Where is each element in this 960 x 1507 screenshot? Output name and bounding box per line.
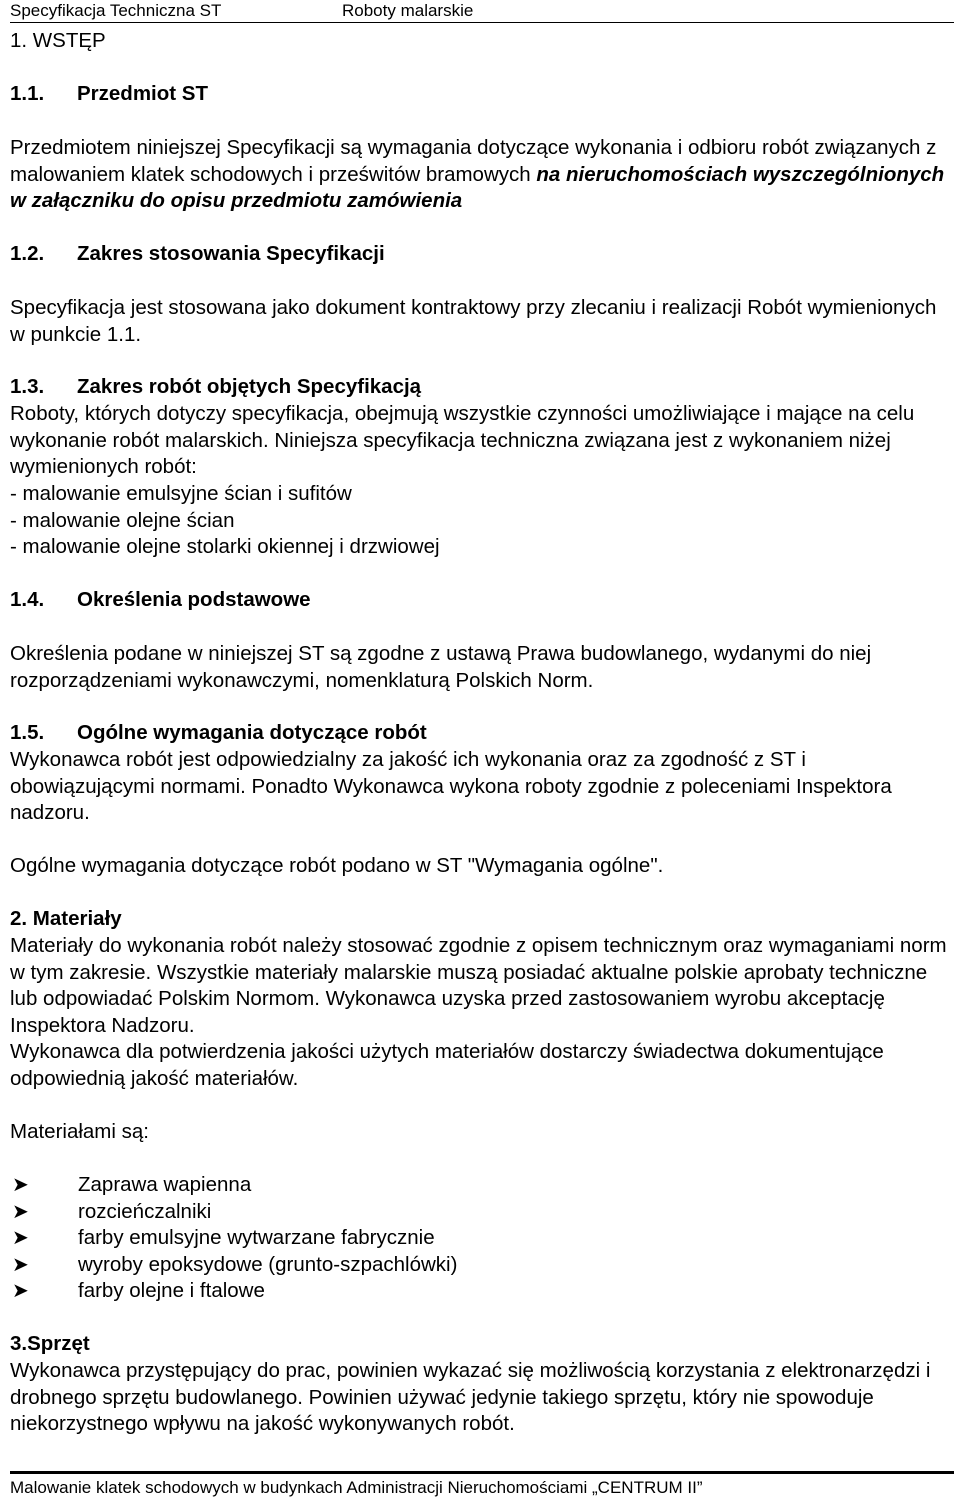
material-label: farby olejne i ftalowe: [78, 1279, 265, 1302]
page-header: [10, 1, 954, 23]
list-item: [10, 1199, 950, 1226]
section-1-3-list: [10, 481, 950, 561]
material-label: wyroby epoksydowe (grunto-szpachlówki): [78, 1252, 458, 1276]
section-1-2-body: Specyfikacja jest stosowana jako dokument kontraktowy przy zlecaniu i realizacji Robót wymienionych w punkcie 1.1.: [10, 296, 937, 346]
header-right: Roboty malarskie: [342, 1, 474, 20]
list-item: [10, 1172, 950, 1199]
section-1-1-body-plain: Przedmiotem niniejszej Specyfikacji są wymagania dotyczące wykonania i odbioru robót związanych z malowaniem klatek schodowych i prześwitów bramowych: [10, 136, 937, 186]
section-1-5-body: Wykonawca robót jest odpowiedzialny za jakość ich wykonania oraz za zgodność z ST i obowiązującymi normami. Ponadto Wykonawca wykona roboty zgodnie z poleceniami Inspektora nadzoru.: [10, 748, 892, 824]
section-1-4-heading: [10, 587, 950, 614]
page-footer: [10, 1471, 954, 1507]
material-label: Zaprawa wapienna: [78, 1173, 252, 1196]
arrow-bullet-icon: ➤: [12, 1200, 29, 1223]
section-1-4-number: 1.4.: [10, 588, 45, 611]
section-1-5-heading: [10, 720, 950, 747]
section-1-3-body: Roboty, których dotyczy specyfikacja, obejmują wszystkie czynności umożliwiające i mające na celu wykonanie robót malarskich. Niniejsza specyfikacja techniczna związana jest z wykonaniem niżej wymienionych robót:: [10, 402, 915, 478]
list-item: [10, 1252, 950, 1279]
section-1-3-number: 1.3.: [10, 375, 45, 398]
material-label: rozcieńczalniki: [78, 1199, 212, 1223]
section-2-body: Materiały do wykonania robót należy stosować zgodnie z opisem technicznym oraz wymaganiami norm w tym zakresie. Wszystkie materiały malarskie muszą posiadać aktualne polskie aprobaty techniczne lub odpowiadać Polskim Normom. Wykonawca uzyska przed zastosowaniem wyrobu akceptację Inspektora Nadzoru.: [10, 934, 947, 1037]
section-3-body: Wykonawca przystępujący do prac, powinien wykazać się możliwością korzystania z elektronarzędzi i drobnego sprzętu budowlanego. Powinien używać jedynie takiego sprzętu, który nie spowoduje niekorzystnego wpływu na jakość wykonywanych robót.: [10, 1359, 931, 1435]
materials-list: [10, 1172, 950, 1305]
section-1-3-title: Zakres robót objętych Specyfikacją: [77, 375, 422, 398]
section-2-title: 2. Materiały: [10, 907, 122, 930]
section-3-title: 3.Sprzęt: [10, 1332, 90, 1355]
list-item: - malowanie emulsyjne ścian i sufitów: [10, 482, 352, 505]
arrow-bullet-icon: ➤: [12, 1227, 29, 1249]
section-1-2-heading: [10, 241, 950, 268]
header-left: Specyfikacja Techniczna ST: [10, 1, 222, 20]
section-1-4-body: Określenia podane w niniejszej ST są zgodne z ustawą Prawa budowlanego, wydanymi do niej rozporządzeniami wykonawczymi, nomenklaturą Polskich Norm.: [10, 642, 872, 692]
section-2-body-2: Wykonawca dla potwierdzenia jakości użytych materiałów dostarczy świadectwa dokumentujące odpowiednią jakość materiałów.: [10, 1040, 884, 1090]
section-1-1-title: Przedmiot ST: [77, 82, 208, 105]
arrow-bullet-icon: ➤: [12, 1253, 29, 1276]
list-item: [10, 1278, 950, 1305]
arrow-bullet-icon: ➤: [12, 1280, 29, 1302]
list-item: - malowanie olejne ścian: [10, 508, 235, 532]
section-1-title: 1. WSTĘP: [10, 29, 106, 52]
list-item: - malowanie olejne stolarki okiennej i drzwiowej: [10, 535, 440, 558]
materials-label: Materiałami są:: [10, 1120, 149, 1143]
section-1-1-heading: [10, 81, 950, 108]
section-1-1-body: [10, 135, 950, 215]
section-1-4-title: Określenia podstawowe: [77, 588, 311, 611]
section-1-5-title: Ogólne wymagania dotyczące robót: [77, 721, 427, 744]
material-label: farby emulsyjne wytwarzane fabrycznie: [78, 1226, 435, 1249]
section-1-5-body-2: Ogólne wymagania dotyczące robót podano w ST "Wymagania ogólne".: [10, 854, 664, 877]
list-item: [10, 1225, 950, 1252]
section-1-5-number: 1.5.: [10, 721, 45, 744]
section-1-2-number: 1.2.: [10, 242, 45, 265]
arrow-bullet-icon: ➤: [12, 1174, 29, 1196]
section-1-1-number: 1.1.: [10, 82, 45, 105]
footer-text: Malowanie klatek schodowych w budynkach Administracji Nieruchomościami „CENTRUM II”: [10, 1478, 703, 1497]
section-1-3-heading: [10, 374, 950, 401]
section-1-1-body-italic: na nieruchomościach wyszczególnionych w załączniku do opisu przedmiotu zamówienia: [10, 162, 945, 212]
section-1-2-title: Zakres stosowania Specyfikacji: [77, 242, 385, 265]
